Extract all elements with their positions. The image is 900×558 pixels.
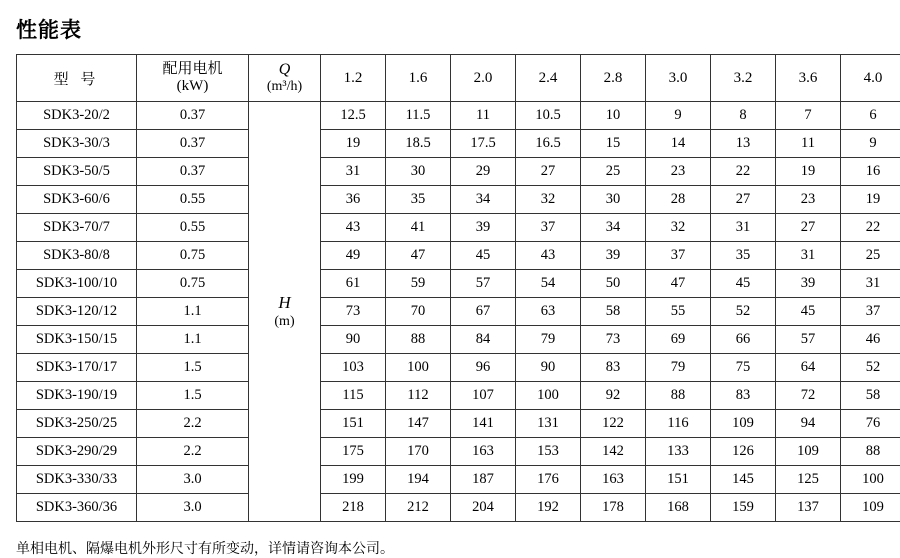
cell-head: 27: [776, 214, 841, 242]
cell-head: 19: [321, 130, 386, 158]
cell-head: 125: [776, 466, 841, 494]
cell-head: 153: [516, 438, 581, 466]
header-flow-value: 1.2: [321, 55, 386, 102]
header-motor-line1: 配用电机: [137, 61, 248, 78]
cell-head: 199: [321, 466, 386, 494]
table-row: [17, 186, 900, 214]
cell-head: 47: [386, 242, 451, 270]
cell-head: 88: [646, 382, 711, 410]
cell-head: 27: [516, 158, 581, 186]
cell-head: 61: [321, 270, 386, 298]
head-symbol: H: [249, 292, 320, 313]
page-title: 性能表: [0, 0, 900, 54]
cell-head: 175: [321, 438, 386, 466]
cell-head: 30: [386, 158, 451, 186]
cell-head: 39: [581, 242, 646, 270]
cell-head: 151: [321, 410, 386, 438]
cell-head: 9: [646, 102, 711, 130]
cell-motor: 0.37: [137, 130, 249, 158]
cell-motor: 0.75: [137, 270, 249, 298]
cell-head: 103: [321, 354, 386, 382]
table-row: [17, 326, 900, 354]
header-flow-value: 3.2: [711, 55, 776, 102]
cell-head: 43: [321, 214, 386, 242]
cell-head: 19: [776, 158, 841, 186]
cell-head: 69: [646, 326, 711, 354]
cell-head: 46: [841, 326, 900, 354]
cell-head: 73: [581, 326, 646, 354]
cell-head: 92: [581, 382, 646, 410]
cell-head: 9: [841, 130, 900, 158]
cell-head: 45: [776, 298, 841, 326]
cell-model: SDK3-360/36: [17, 494, 137, 522]
cell-head: 145: [711, 466, 776, 494]
cell-head: 109: [841, 494, 900, 522]
table-row: [17, 438, 900, 466]
cell-motor: 0.37: [137, 158, 249, 186]
cell-head: 168: [646, 494, 711, 522]
cell-head: 10: [581, 102, 646, 130]
cell-model: SDK3-250/25: [17, 410, 137, 438]
cell-motor: 2.2: [137, 438, 249, 466]
cell-head: 12.5: [321, 102, 386, 130]
cell-head: 34: [451, 186, 516, 214]
cell-model: SDK3-60/6: [17, 186, 137, 214]
cell-motor: 1.5: [137, 354, 249, 382]
header-row: [17, 55, 900, 102]
cell-head: 31: [711, 214, 776, 242]
table-header: [17, 55, 900, 102]
cell-head: 66: [711, 326, 776, 354]
cell-head: 35: [711, 242, 776, 270]
cell-head: 194: [386, 466, 451, 494]
cell-head: 23: [646, 158, 711, 186]
cell-head: 90: [321, 326, 386, 354]
cell-head: 31: [321, 158, 386, 186]
cell-head: 13: [711, 130, 776, 158]
cell-head: 100: [386, 354, 451, 382]
header-flow-value: 3.6: [776, 55, 841, 102]
table-row: [17, 270, 900, 298]
cell-head: 116: [646, 410, 711, 438]
header-flow-value: 2.8: [581, 55, 646, 102]
header-model: 型 号: [17, 55, 137, 102]
cell-head: 63: [516, 298, 581, 326]
header-flow-unit: (m³/h): [249, 79, 320, 96]
cell-head: 88: [386, 326, 451, 354]
cell-head: 32: [646, 214, 711, 242]
header-flow-value: 2.4: [516, 55, 581, 102]
cell-head-label: [249, 102, 321, 522]
cell-head: 131: [516, 410, 581, 438]
header-flow-symbol: Q: [249, 60, 320, 79]
cell-model: SDK3-190/19: [17, 382, 137, 410]
cell-head: 28: [646, 186, 711, 214]
cell-head: 142: [581, 438, 646, 466]
table-row: [17, 214, 900, 242]
cell-head: 67: [451, 298, 516, 326]
cell-head: 55: [646, 298, 711, 326]
cell-model: SDK3-70/7: [17, 214, 137, 242]
header-flow: [249, 55, 321, 102]
cell-head: 115: [321, 382, 386, 410]
cell-head: 45: [711, 270, 776, 298]
cell-head: 163: [451, 438, 516, 466]
cell-model: SDK3-80/8: [17, 242, 137, 270]
header-motor: [137, 55, 249, 102]
cell-head: 23: [776, 186, 841, 214]
cell-head: 212: [386, 494, 451, 522]
cell-head: 57: [776, 326, 841, 354]
cell-head: 64: [776, 354, 841, 382]
cell-model: SDK3-120/12: [17, 298, 137, 326]
cell-head: 218: [321, 494, 386, 522]
header-flow-value: 2.0: [451, 55, 516, 102]
cell-head: 16.5: [516, 130, 581, 158]
cell-head: 35: [386, 186, 451, 214]
cell-head: 141: [451, 410, 516, 438]
header-flow-value: 1.6: [386, 55, 451, 102]
cell-motor: 0.75: [137, 242, 249, 270]
cell-head: 32: [516, 186, 581, 214]
table-row: [17, 382, 900, 410]
cell-head: 22: [711, 158, 776, 186]
cell-head: 47: [646, 270, 711, 298]
table-row: [17, 354, 900, 382]
cell-head: 41: [386, 214, 451, 242]
header-flow-value: 3.0: [646, 55, 711, 102]
cell-head: 88: [841, 438, 900, 466]
cell-head: 11: [451, 102, 516, 130]
cell-head: 11: [776, 130, 841, 158]
cell-head: 112: [386, 382, 451, 410]
cell-model: SDK3-100/10: [17, 270, 137, 298]
cell-head: 30: [581, 186, 646, 214]
cell-head: 14: [646, 130, 711, 158]
cell-head: 19: [841, 186, 900, 214]
table-row: [17, 298, 900, 326]
table-row: [17, 494, 900, 522]
cell-model: SDK3-170/17: [17, 354, 137, 382]
cell-head: 147: [386, 410, 451, 438]
footnote: 单相电机、隔爆电机外形尺寸有所变动，详情请咨询本公司。: [0, 522, 900, 558]
cell-head: 79: [646, 354, 711, 382]
cell-head: 94: [776, 410, 841, 438]
cell-head: 151: [646, 466, 711, 494]
cell-model: SDK3-20/2: [17, 102, 137, 130]
table-row: [17, 410, 900, 438]
table-row: [17, 102, 900, 130]
cell-head: 15: [581, 130, 646, 158]
cell-head: 192: [516, 494, 581, 522]
cell-head: 90: [516, 354, 581, 382]
cell-head: 8: [711, 102, 776, 130]
header-flow-value: 4.0: [841, 55, 900, 102]
cell-head: 31: [776, 242, 841, 270]
cell-head: 57: [451, 270, 516, 298]
performance-table: [16, 54, 900, 522]
cell-motor: 3.0: [137, 494, 249, 522]
cell-head: 137: [776, 494, 841, 522]
cell-head: 70: [386, 298, 451, 326]
cell-head: 34: [581, 214, 646, 242]
cell-head: 83: [711, 382, 776, 410]
cell-head: 75: [711, 354, 776, 382]
cell-motor: 0.55: [137, 214, 249, 242]
cell-head: 76: [841, 410, 900, 438]
cell-head: 36: [321, 186, 386, 214]
cell-head: 52: [711, 298, 776, 326]
cell-motor: 0.37: [137, 102, 249, 130]
cell-head: 50: [581, 270, 646, 298]
cell-motor: 2.2: [137, 410, 249, 438]
cell-head: 109: [711, 410, 776, 438]
cell-head: 58: [841, 382, 900, 410]
cell-head: 39: [776, 270, 841, 298]
cell-head: 109: [776, 438, 841, 466]
cell-head: 178: [581, 494, 646, 522]
cell-head: 10.5: [516, 102, 581, 130]
cell-motor: 1.1: [137, 298, 249, 326]
cell-model: SDK3-50/5: [17, 158, 137, 186]
cell-head: 126: [711, 438, 776, 466]
cell-head: 100: [516, 382, 581, 410]
cell-head: 133: [646, 438, 711, 466]
cell-head: 59: [386, 270, 451, 298]
cell-head: 22: [841, 214, 900, 242]
cell-head: 204: [451, 494, 516, 522]
cell-head: 37: [516, 214, 581, 242]
cell-head: 49: [321, 242, 386, 270]
cell-head: 11.5: [386, 102, 451, 130]
cell-head: 96: [451, 354, 516, 382]
cell-head: 6: [841, 102, 900, 130]
cell-head: 58: [581, 298, 646, 326]
table-row: [17, 130, 900, 158]
cell-head: 18.5: [386, 130, 451, 158]
cell-head: 37: [841, 298, 900, 326]
cell-head: 73: [321, 298, 386, 326]
performance-table-container: [0, 54, 900, 522]
cell-head: 84: [451, 326, 516, 354]
cell-model: SDK3-330/33: [17, 466, 137, 494]
cell-head: 25: [841, 242, 900, 270]
cell-head: 107: [451, 382, 516, 410]
cell-head: 79: [516, 326, 581, 354]
header-motor-line2: (kW): [137, 78, 248, 95]
cell-head: 37: [646, 242, 711, 270]
cell-head: 25: [581, 158, 646, 186]
table-row: [17, 158, 900, 186]
cell-head: 159: [711, 494, 776, 522]
cell-head: 27: [711, 186, 776, 214]
cell-head: 29: [451, 158, 516, 186]
cell-head: 45: [451, 242, 516, 270]
cell-model: SDK3-30/3: [17, 130, 137, 158]
cell-head: 54: [516, 270, 581, 298]
cell-head: 7: [776, 102, 841, 130]
cell-model: SDK3-150/15: [17, 326, 137, 354]
head-unit: (m): [249, 313, 320, 331]
cell-head: 31: [841, 270, 900, 298]
cell-head: 163: [581, 466, 646, 494]
cell-head: 43: [516, 242, 581, 270]
cell-head: 122: [581, 410, 646, 438]
cell-head: 100: [841, 466, 900, 494]
cell-motor: 0.55: [137, 186, 249, 214]
table-row: [17, 242, 900, 270]
cell-head: 72: [776, 382, 841, 410]
cell-head: 187: [451, 466, 516, 494]
cell-head: 39: [451, 214, 516, 242]
cell-head: 16: [841, 158, 900, 186]
cell-head: 170: [386, 438, 451, 466]
cell-head: 176: [516, 466, 581, 494]
cell-head: 52: [841, 354, 900, 382]
cell-motor: 1.1: [137, 326, 249, 354]
cell-model: SDK3-290/29: [17, 438, 137, 466]
cell-motor: 1.5: [137, 382, 249, 410]
cell-head: 83: [581, 354, 646, 382]
cell-motor: 3.0: [137, 466, 249, 494]
table-row: [17, 466, 900, 494]
table-body: [17, 102, 900, 522]
cell-head: 17.5: [451, 130, 516, 158]
